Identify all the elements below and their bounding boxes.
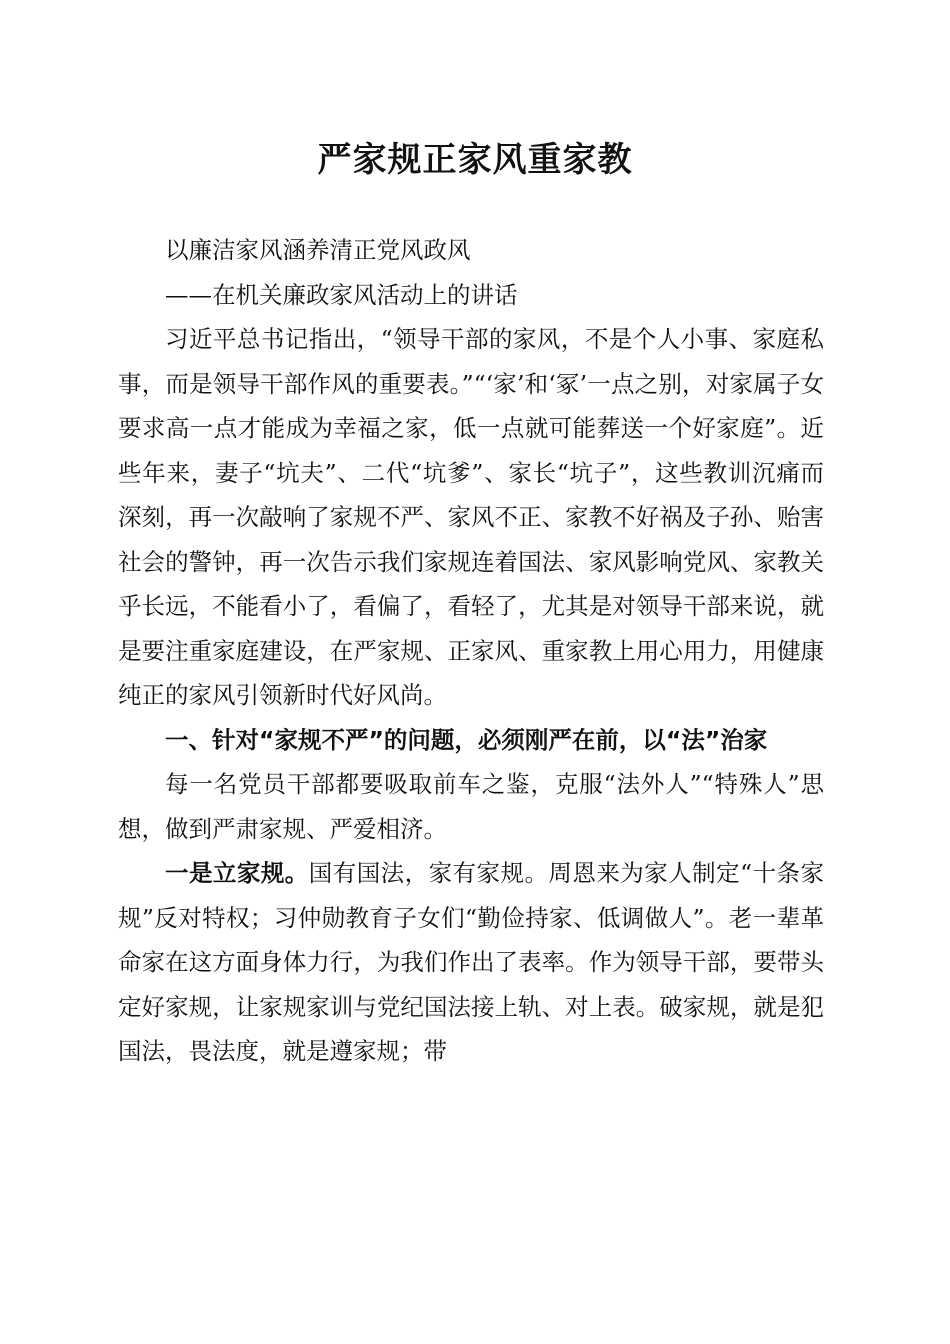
section-1-paragraph: 每一名党员干部都要吸取前车之鉴，克服“法外人”“特殊人”思想，做到严肃家规、严爱相济。 bbox=[118, 770, 824, 843]
subtitle-line-1: 以廉洁家风涵养清正党风政风 bbox=[165, 236, 471, 264]
subtitle-line-2: ——在机关廉政家风活动上的讲话 bbox=[165, 280, 518, 309]
document-title: 严家规正家风重家教 bbox=[317, 140, 633, 180]
section-1-heading: 一、针对“家规不严”的问题，必须刚严在前，以“法”治家 bbox=[165, 725, 768, 754]
point-1-body: 国有国法，家有家规。周恩来为家人制定“十条家规”反对特权；习仲勋教育子女们“勤俭持家、低调做人”。老一辈革命家在这方面身体力行，为我们作出了表率。作为领导干部，要带头定好家规，让家规家训与党纪国法接上轨、对上表。破家规，就是犯国法，畏法度，就是遵家规；带 bbox=[118, 859, 825, 1065]
point-1-paragraph bbox=[118, 851, 824, 1074]
document-body bbox=[118, 228, 824, 1074]
intro-paragraph: 习近平总书记指出，“领导干部的家风，不是个人小事、家庭私事，而是领导干部作风的重要表。”“‘家’和‘冢’一点之别，对家属子女要求高一点才能成为幸福之家，低一点就可能葬送一个好家庭”。近些年来，妻子“坑夫”、二代“坑爹”、家长“坑子”，这些教训沉痛而深刻，再一次敲响了家规不严、家风不正、家教不好祸及子孙、贻害社会的警钟，再一次告示我们家规连着国法、家风影响党风、家教关乎长远，不能看小了，看偏了，看轻了，尤其是对领导干部来说，就是要注重家庭建设，在严家规、正家风、重家教上用心用力，用健康纯正的家风引领新时代好风尚。 bbox=[118, 325, 824, 709]
point-1-lead: 一是立家规。 bbox=[165, 859, 309, 887]
